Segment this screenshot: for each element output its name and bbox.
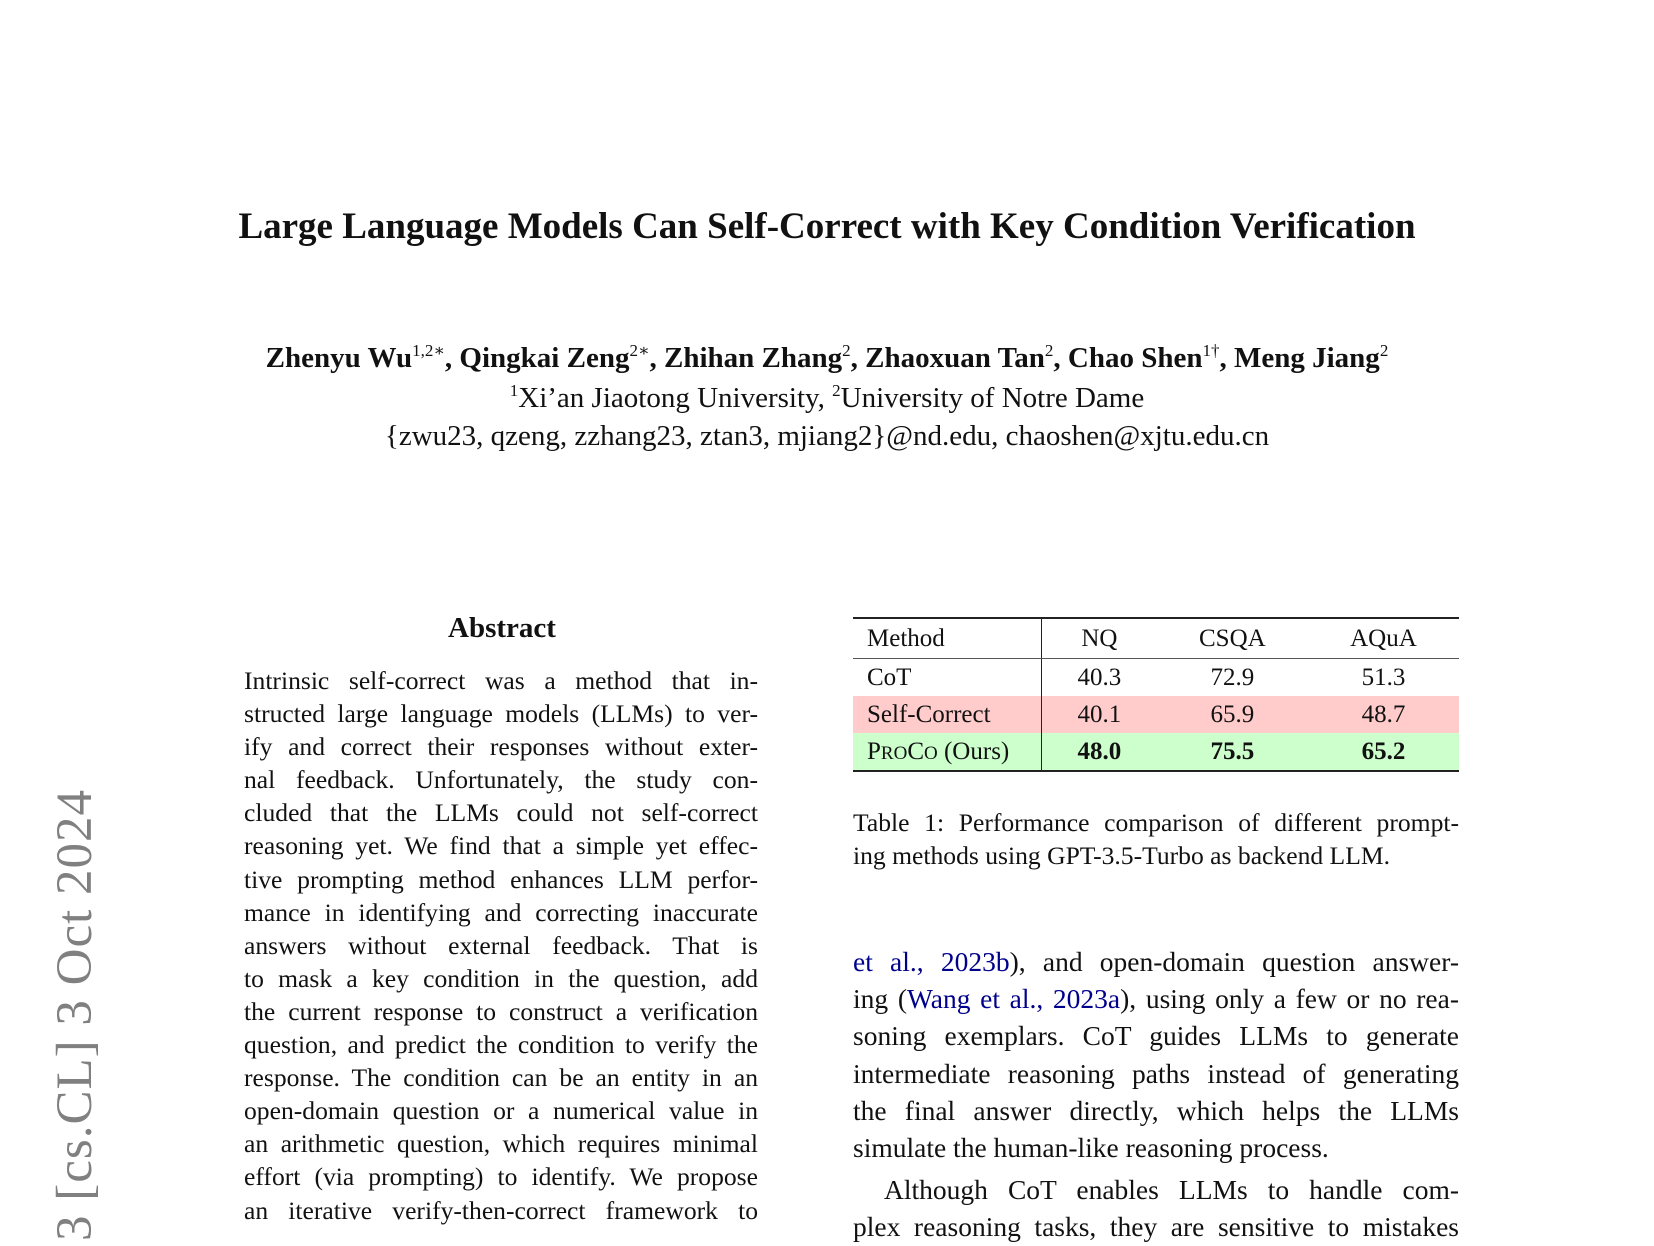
author-name: Meng Jiang (1234, 342, 1380, 374)
citation-link[interactable]: Wang et al., 2023a (906, 983, 1121, 1015)
caption-line: Table 1: Performance comparison of different prompt- (853, 808, 1459, 837)
author-list: Zhenyu $Wu^{1,2∗}$, Qingkai Zeng$^{2∗}$, Zhihan Zhang$^2$, Zhaoxuan Tan$^2$, Chao Shen$^{1\dagger}$, Meng Jiang$^2$ (265, 341, 1389, 374)
body-line: Although CoT enables LLMs to handle com- (884, 1174, 1459, 1206)
value-cell: 51.3 (1361, 663, 1406, 691)
citation-link[interactable]: et al., 2023b (853, 946, 1010, 977)
author-name: Chao Shen (1067, 342, 1203, 374)
abstract-line: reasoning yet. We find that a simple yet effec- (244, 831, 758, 861)
author-affil-mark: 1† (1202, 341, 1220, 360)
method-smallcaps: O (924, 742, 938, 764)
column-header-csqa: CSQA (1157, 618, 1308, 659)
author-emails: {zwu23, qzeng, zzhang23, ztan3, mjiang2}@nd.edu, chaoshen@xjtu.edu.cn (384, 420, 1270, 452)
author-affil-mark: 2 (842, 341, 851, 360)
value-cell: 72.9 (1210, 663, 1255, 691)
author-affil-mark: 2 (1379, 341, 1389, 360)
abstract-line: answers without external feedback. That is (244, 930, 758, 960)
table-row-cot (853, 659, 1459, 697)
method-cell: Self-Correct (853, 696, 1042, 733)
affiliation-name: Xi’an Jiaotong University (518, 382, 818, 414)
value-cell: 40.1 (1042, 696, 1157, 733)
method-cell: CoT (853, 659, 1042, 697)
body-line: plex reasoning tasks, they are sensitive to mistakes (853, 1211, 1459, 1243)
abstract-line: mance in identifying and correcting inaccurate (244, 897, 758, 927)
method-suffix: (Ours) (937, 737, 1010, 765)
body-line: simulate the human-like reasoning process. (853, 1131, 1329, 1163)
body-line: intermediate reasoning paths instead of generating (853, 1057, 1459, 1089)
body-line (853, 943, 1459, 980)
affil-separator: , (817, 382, 833, 414)
body-text: ), using only a few or no rea- (1120, 983, 1459, 1015)
abstract-line: an arithmetic question, which requires minimal (244, 1129, 758, 1159)
table-row-self-correct (853, 696, 1459, 733)
author-affil-mark: 1,2∗ (412, 341, 445, 360)
results-table (853, 617, 1459, 772)
abstract-body (244, 664, 758, 1227)
arxiv-stamp: 3 [cs.CL] 3 Oct 2024 (47, 788, 103, 1241)
author-name: Zhaoxuan Tan (865, 342, 1045, 374)
abstract-line: Intrinsic self-correct was a method that in- (244, 666, 758, 695)
column-header-nq: NQ (1042, 618, 1157, 659)
abstract-line: to mask a key condition in the question, add (244, 963, 758, 993)
affil-mark: 1 (509, 381, 519, 400)
method-smallcaps: RO (880, 742, 908, 764)
paper-title: Large Language Models Can Self-Correct with Key Condition Verification (238, 206, 1416, 247)
body-line: the final answer directly, which helps the LLMs (853, 1094, 1459, 1126)
abstract-line: question, and predict the condition to verify the (244, 1030, 758, 1060)
abstract-line: structed large language models (LLMs) to ver- (244, 699, 758, 729)
abstract-line: response. The condition can be an entity in an (244, 1063, 758, 1093)
method-cell (853, 733, 1042, 771)
value-cell: 40.3 (1077, 663, 1122, 691)
value-cell: 65.9 (1157, 696, 1308, 733)
value-cell: 75.5 (1157, 733, 1308, 771)
abstract-line: an iterative verify-then-correct framework to (244, 1195, 758, 1225)
caption-line: ing methods using GPT-3.5-Turbo as backend LLM. (853, 841, 1390, 870)
table-caption (853, 806, 1459, 872)
column-header-aqua: AQuA (1308, 618, 1459, 659)
affil-mark: 2 (832, 381, 841, 400)
author-name: Zhenyu Wu (265, 342, 413, 374)
abstract-line: cluded that the LLMs could not self-correct (244, 798, 758, 828)
table-header-row (853, 618, 1459, 659)
abstract-line: nal feedback. Unfortunately, the study con- (244, 765, 758, 795)
body-text-right (853, 943, 1459, 1246)
author-name: Zhihan Zhang (664, 342, 843, 374)
abstract-line: ify and correct their responses without exter- (244, 732, 758, 762)
value-cell: 48.7 (1308, 696, 1459, 733)
body-text: ), and open-domain question answer- (1009, 946, 1459, 977)
body-line (853, 980, 1459, 1017)
table-row-proco (853, 733, 1459, 771)
author-affil-mark: 2∗ (629, 341, 650, 360)
author-affil-mark: 2 (1044, 341, 1054, 360)
abstract-line: the current response to construct a verification (244, 996, 758, 1026)
column-header-method: Method (853, 618, 1042, 659)
affiliations (0, 382, 1654, 415)
value-cell: 65.2 (1308, 733, 1459, 771)
body-line: soning exemplars. CoT guides LLMs to generate (853, 1020, 1459, 1052)
abstract-heading: Abstract (448, 612, 556, 644)
author-name: Qingkai Zeng (459, 342, 630, 374)
body-text: ing ( (853, 983, 907, 1015)
method-smallcaps: P (867, 737, 881, 765)
affiliation-name: University of Notre Dame (840, 382, 1145, 414)
abstract-line: tive prompting method enhances LLM perfor- (244, 864, 758, 894)
value-cell: 48.0 (1042, 733, 1157, 771)
abstract-line: effort (via prompting) to identify. We propose (244, 1162, 758, 1192)
method-smallcaps: C (907, 737, 924, 765)
abstract-line: open-domain question or a numerical value in (244, 1096, 758, 1126)
